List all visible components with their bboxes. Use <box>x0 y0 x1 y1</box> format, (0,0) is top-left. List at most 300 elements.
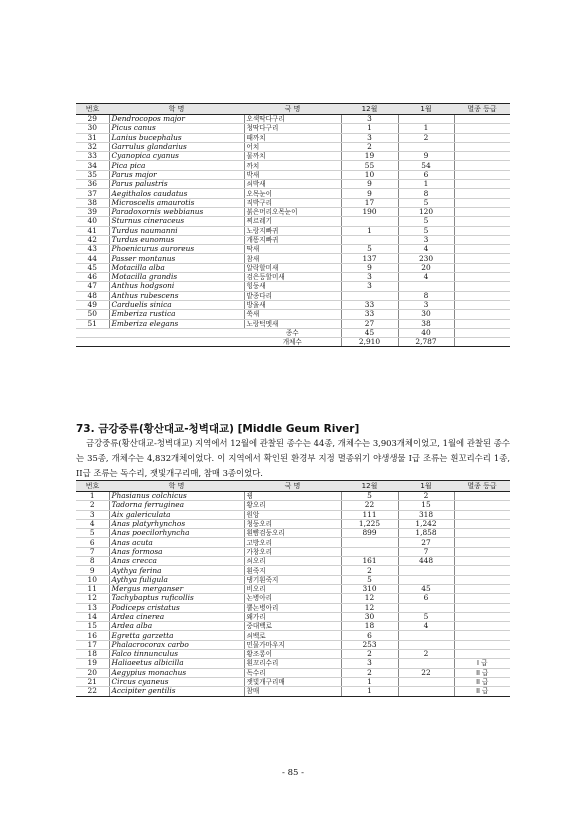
row-number: 21 <box>76 677 109 686</box>
row-number: 50 <box>76 310 109 319</box>
endangered-grade: II 급 <box>454 668 510 677</box>
scientific-name: Anas platyrhynchos <box>109 519 244 528</box>
january-count: 8 <box>398 189 454 198</box>
january-count: 4 <box>398 622 454 631</box>
december-count: 253 <box>341 640 398 649</box>
endangered-grade <box>454 547 510 556</box>
scientific-name: Phoenicurus auroreus <box>109 245 244 254</box>
endangered-grade <box>454 245 510 254</box>
korean-name: 어치 <box>244 142 341 151</box>
endangered-grade <box>454 612 510 621</box>
individual-count-dec: 2,910 <box>341 338 398 347</box>
row-number: 12 <box>76 594 109 603</box>
december-count: 310 <box>341 584 398 593</box>
december-count: 17 <box>341 198 398 207</box>
row-number: 16 <box>76 631 109 640</box>
table-row <box>76 547 510 556</box>
korean-name: 붉은머리오목눈이 <box>244 207 341 216</box>
row-number: 34 <box>76 161 109 170</box>
january-count <box>398 659 454 668</box>
january-count: 9 <box>398 152 454 161</box>
row-number: 45 <box>76 263 109 272</box>
scientific-name: Microscelis amaurotis <box>109 198 244 207</box>
december-count: 899 <box>341 529 398 538</box>
scientific-name: Tadorna ferruginea <box>109 501 244 510</box>
december-count: 3 <box>341 115 398 124</box>
scientific-name: Podiceps cristatus <box>109 603 244 612</box>
col-header-grade: 멸종 등급 <box>454 481 510 492</box>
endangered-grade <box>454 142 510 151</box>
december-count: 3 <box>341 273 398 282</box>
col-header-scientific-name: 학 명 <box>109 481 244 492</box>
table-row <box>76 640 510 649</box>
row-number: 7 <box>76 547 109 556</box>
january-count <box>398 282 454 291</box>
table-row <box>76 291 510 300</box>
december-count: 9 <box>341 180 398 189</box>
korean-name: 검은등할미새 <box>244 273 341 282</box>
scientific-name: Phalacrocorax carbo <box>109 640 244 649</box>
scientific-name: Motacilla alba <box>109 263 244 272</box>
scientific-name: Aegithalos caudatus <box>109 189 244 198</box>
december-count <box>341 538 398 547</box>
january-count: 5 <box>398 198 454 207</box>
row-number: 37 <box>76 189 109 198</box>
endangered-grade <box>454 115 510 124</box>
december-count <box>341 217 398 226</box>
korean-name: 비오리 <box>244 584 341 593</box>
december-count: 1 <box>341 226 398 235</box>
table-row <box>76 650 510 659</box>
korean-name: 딱새 <box>244 245 341 254</box>
scientific-name: Ardea cinerea <box>109 612 244 621</box>
january-count <box>398 142 454 151</box>
december-count: 111 <box>341 510 398 519</box>
section-paragraph: 금강중류(황산대교-청벽대교) 지역에서 12월에 관찰된 종수는 44종, 개체수는 3,903개체이었고, 1월에 관찰된 종수는 35종, 개체수는 4,832개체이었다. 이 지역에서 확인된 환경부 지정 멸종위기 야생생물 I급 조류는 흰꼬리수리 1종, II급 조류는 독수리, 잿빛개구리매, 참매 3종이었다. <box>76 438 510 478</box>
blank-cell <box>109 328 244 337</box>
table-row <box>76 668 510 677</box>
row-number: 35 <box>76 170 109 179</box>
endangered-grade <box>454 291 510 300</box>
scientific-name: Carduelis sinica <box>109 300 244 309</box>
january-count: 20 <box>398 263 454 272</box>
species-total-row <box>76 328 510 337</box>
january-count <box>398 115 454 124</box>
january-count: 6 <box>398 170 454 179</box>
january-count: 7 <box>398 547 454 556</box>
table-row <box>76 622 510 631</box>
december-count: 1 <box>341 677 398 686</box>
table-row <box>76 217 510 226</box>
january-count: 4 <box>398 273 454 282</box>
table-row <box>76 263 510 272</box>
january-count: 15 <box>398 501 454 510</box>
endangered-grade <box>454 254 510 263</box>
species-table-2 <box>76 480 510 697</box>
table-row <box>76 612 510 621</box>
korean-name: 찌르레기 <box>244 217 341 226</box>
december-count: 3 <box>341 282 398 291</box>
december-count: 9 <box>341 263 398 272</box>
december-count: 10 <box>341 170 398 179</box>
january-count: 5 <box>398 226 454 235</box>
korean-name: 독수리 <box>244 668 341 677</box>
december-count: 33 <box>341 300 398 309</box>
january-count: 6 <box>398 594 454 603</box>
scientific-name: Phasianus colchicus <box>109 492 244 501</box>
table-row <box>76 124 510 133</box>
endangered-grade <box>454 189 510 198</box>
january-count <box>398 640 454 649</box>
row-number: 3 <box>76 510 109 519</box>
row-number: 1 <box>76 492 109 501</box>
row-number: 47 <box>76 282 109 291</box>
row-number: 32 <box>76 142 109 151</box>
december-count <box>341 547 398 556</box>
december-count: 161 <box>341 557 398 566</box>
korean-name: 물까치 <box>244 152 341 161</box>
endangered-grade: I 급 <box>454 659 510 668</box>
korean-name: 오색딱다구리 <box>244 115 341 124</box>
table-row <box>76 594 510 603</box>
korean-name: 참매 <box>244 687 341 696</box>
table-row <box>76 245 510 254</box>
col-header-december: 12월 <box>341 104 398 115</box>
korean-name: 흰죽지 <box>244 566 341 575</box>
blank-cell <box>454 338 510 347</box>
december-count <box>341 235 398 244</box>
scientific-name: Anas formosa <box>109 547 244 556</box>
korean-name: 중대백로 <box>244 622 341 631</box>
december-count: 12 <box>341 603 398 612</box>
row-number: 4 <box>76 519 109 528</box>
scientific-name: Anthus hodgsoni <box>109 282 244 291</box>
december-count: 19 <box>341 152 398 161</box>
species-table-1 <box>76 103 510 347</box>
row-number: 8 <box>76 557 109 566</box>
row-number: 36 <box>76 180 109 189</box>
table-row <box>76 161 510 170</box>
table-row <box>76 310 510 319</box>
row-number: 51 <box>76 319 109 328</box>
row-number: 20 <box>76 668 109 677</box>
endangered-grade <box>454 152 510 161</box>
row-number: 30 <box>76 124 109 133</box>
january-count: 1,242 <box>398 519 454 528</box>
korean-name: 노랑지빠귀 <box>244 226 341 235</box>
scientific-name: Cyanopica cyanus <box>109 152 244 161</box>
table-body <box>76 115 510 329</box>
endangered-grade <box>454 273 510 282</box>
korean-name: 청딱다구리 <box>244 124 341 133</box>
scientific-name: Anas poecilorhyncha <box>109 529 244 538</box>
table-row <box>76 603 510 612</box>
scientific-name: Turdus eunomus <box>109 235 244 244</box>
january-count <box>398 603 454 612</box>
table-header-row <box>76 481 510 492</box>
table-row <box>76 319 510 328</box>
january-count: 2 <box>398 492 454 501</box>
table-row <box>76 189 510 198</box>
korean-name: 뿔논병아리 <box>244 603 341 612</box>
endangered-grade <box>454 263 510 272</box>
row-number: 6 <box>76 538 109 547</box>
december-count: 1 <box>341 124 398 133</box>
endangered-grade <box>454 226 510 235</box>
january-count: 2 <box>398 133 454 142</box>
january-count: 45 <box>398 584 454 593</box>
table-row <box>76 254 510 263</box>
endangered-grade <box>454 235 510 244</box>
scientific-name: Pica pica <box>109 161 244 170</box>
december-count: 2 <box>341 668 398 677</box>
section-title: 73. 금강중류(황산대교-청벽대교) [Middle Geum River] <box>76 423 360 435</box>
table-row <box>76 282 510 291</box>
table-row <box>76 142 510 151</box>
december-count: 1,225 <box>341 519 398 528</box>
endangered-grade <box>454 300 510 309</box>
scientific-name: Anas acuta <box>109 538 244 547</box>
january-count: 38 <box>398 319 454 328</box>
table-row <box>76 180 510 189</box>
korean-name: 노랑턱멧새 <box>244 319 341 328</box>
korean-name: 쑥새 <box>244 310 341 319</box>
january-count: 22 <box>398 668 454 677</box>
table-row <box>76 584 510 593</box>
row-number: 19 <box>76 659 109 668</box>
row-number: 40 <box>76 217 109 226</box>
endangered-grade <box>454 207 510 216</box>
january-count: 230 <box>398 254 454 263</box>
row-number: 10 <box>76 575 109 584</box>
table-row <box>76 207 510 216</box>
row-number: 15 <box>76 622 109 631</box>
page-number: - 85 - <box>282 768 304 778</box>
january-count <box>398 687 454 696</box>
january-count: 2 <box>398 650 454 659</box>
blank-cell <box>109 338 244 347</box>
row-number: 9 <box>76 566 109 575</box>
row-number: 17 <box>76 640 109 649</box>
scientific-name: Aix galericulata <box>109 510 244 519</box>
table-row <box>76 226 510 235</box>
endangered-grade <box>454 217 510 226</box>
january-count: 30 <box>398 310 454 319</box>
scientific-name: Ardea alba <box>109 622 244 631</box>
individual-count-label: 개체수 <box>244 338 341 347</box>
row-number: 18 <box>76 650 109 659</box>
december-count: 30 <box>341 612 398 621</box>
col-header-grade: 멸종 등급 <box>454 104 510 115</box>
scientific-name: Motacilla grandis <box>109 273 244 282</box>
december-count: 27 <box>341 319 398 328</box>
endangered-grade <box>454 603 510 612</box>
endangered-grade <box>454 170 510 179</box>
endangered-grade <box>454 310 510 319</box>
table-body <box>76 492 510 697</box>
table-row <box>76 529 510 538</box>
species-count-jan: 40 <box>398 328 454 337</box>
col-header-scientific-name: 학 명 <box>109 104 244 115</box>
january-count: 54 <box>398 161 454 170</box>
row-number: 48 <box>76 291 109 300</box>
endangered-grade <box>454 566 510 575</box>
december-count: 3 <box>341 133 398 142</box>
korean-name: 오목눈이 <box>244 189 341 198</box>
species-count-dec: 45 <box>341 328 398 337</box>
scientific-name: Tachybaptus ruficollis <box>109 594 244 603</box>
table-row <box>76 510 510 519</box>
december-count: 1 <box>341 687 398 696</box>
january-count: 448 <box>398 557 454 566</box>
december-count: 2 <box>341 142 398 151</box>
endangered-grade <box>454 319 510 328</box>
scientific-name: Emberiza elegans <box>109 319 244 328</box>
scientific-name: Passer montanus <box>109 254 244 263</box>
scientific-name: Egretta garzetta <box>109 631 244 640</box>
korean-name: 방울새 <box>244 300 341 309</box>
korean-name: 밭종다리 <box>244 291 341 300</box>
endangered-grade <box>454 124 510 133</box>
scientific-name: Haliaeetus albicilla <box>109 659 244 668</box>
january-count: 120 <box>398 207 454 216</box>
scientific-name: Aythya ferina <box>109 566 244 575</box>
january-count: 5 <box>398 217 454 226</box>
korean-name: 흰꼬리수리 <box>244 659 341 668</box>
col-header-no: 번호 <box>76 104 109 115</box>
korean-name: 청둥오리 <box>244 519 341 528</box>
scientific-name: Anthus rubescens <box>109 291 244 300</box>
december-count: 9 <box>341 189 398 198</box>
january-count: 8 <box>398 291 454 300</box>
row-number: 13 <box>76 603 109 612</box>
col-header-korean-name: 국 명 <box>244 104 341 115</box>
endangered-grade <box>454 198 510 207</box>
january-count: 5 <box>398 612 454 621</box>
col-header-december: 12월 <box>341 481 398 492</box>
endangered-grade <box>454 640 510 649</box>
december-count: 18 <box>341 622 398 631</box>
blank-cell <box>76 328 109 337</box>
table-row <box>76 631 510 640</box>
scientific-name: Turdus naumanni <box>109 226 244 235</box>
individual-count-jan: 2,787 <box>398 338 454 347</box>
table-row <box>76 557 510 566</box>
korean-name: 직박구리 <box>244 198 341 207</box>
endangered-grade <box>454 529 510 538</box>
korean-name: 참새 <box>244 254 341 263</box>
table-row <box>76 198 510 207</box>
korean-name: 까치 <box>244 161 341 170</box>
korean-name: 쇠오리 <box>244 557 341 566</box>
table-header-row <box>76 104 510 115</box>
korean-name: 알락할미새 <box>244 263 341 272</box>
december-count: 5 <box>341 575 398 584</box>
scientific-name: Aythya fuligula <box>109 575 244 584</box>
endangered-grade <box>454 594 510 603</box>
korean-name: 댕기흰죽지 <box>244 575 341 584</box>
december-count: 190 <box>341 207 398 216</box>
december-count: 33 <box>341 310 398 319</box>
endangered-grade <box>454 161 510 170</box>
korean-name: 왜가리 <box>244 612 341 621</box>
table-row <box>76 519 510 528</box>
korean-name: 흰뺨검둥오리 <box>244 529 341 538</box>
table-row <box>76 575 510 584</box>
table-row <box>76 501 510 510</box>
scientific-name: Parus major <box>109 170 244 179</box>
december-count: 6 <box>341 631 398 640</box>
korean-name: 꿩 <box>244 492 341 501</box>
endangered-grade <box>454 492 510 501</box>
table-row <box>76 659 510 668</box>
row-number: 39 <box>76 207 109 216</box>
korean-name: 힝둥새 <box>244 282 341 291</box>
scientific-name: Aegypius monachus <box>109 668 244 677</box>
endangered-grade <box>454 519 510 528</box>
col-header-korean-name: 국 명 <box>244 481 341 492</box>
endangered-grade: II 급 <box>454 687 510 696</box>
scientific-name: Garrulus glandarius <box>109 142 244 151</box>
col-header-no: 번호 <box>76 481 109 492</box>
row-number: 44 <box>76 254 109 263</box>
table-row <box>76 492 510 501</box>
row-number: 2 <box>76 501 109 510</box>
endangered-grade <box>454 133 510 142</box>
january-count <box>398 631 454 640</box>
table-row <box>76 235 510 244</box>
row-number: 14 <box>76 612 109 621</box>
endangered-grade <box>454 575 510 584</box>
table-row <box>76 170 510 179</box>
korean-name: 논병아리 <box>244 594 341 603</box>
individual-total-row <box>76 338 510 347</box>
december-count: 12 <box>341 594 398 603</box>
scientific-name: Emberiza rustica <box>109 310 244 319</box>
row-number: 29 <box>76 115 109 124</box>
endangered-grade <box>454 282 510 291</box>
january-count <box>398 566 454 575</box>
december-count: 5 <box>341 245 398 254</box>
table-row <box>76 115 510 124</box>
january-count: 1 <box>398 180 454 189</box>
row-number: 43 <box>76 245 109 254</box>
endangered-grade <box>454 538 510 547</box>
endangered-grade <box>454 584 510 593</box>
korean-name: 원앙 <box>244 510 341 519</box>
december-count: 2 <box>341 566 398 575</box>
table-row <box>76 687 510 696</box>
table-row <box>76 152 510 161</box>
korean-name: 민물가마우지 <box>244 640 341 649</box>
scientific-name: Paradoxornis webbianus <box>109 207 244 216</box>
row-number: 46 <box>76 273 109 282</box>
species-count-label: 종수 <box>244 328 341 337</box>
row-number: 49 <box>76 300 109 309</box>
scientific-name: Anas crecca <box>109 557 244 566</box>
blank-cell <box>454 328 510 337</box>
table-row <box>76 566 510 575</box>
row-number: 38 <box>76 198 109 207</box>
scientific-name: Sturnus cineraceus <box>109 217 244 226</box>
endangered-grade <box>454 650 510 659</box>
scientific-name: Mergus merganser <box>109 584 244 593</box>
january-count: 318 <box>398 510 454 519</box>
january-count: 1,858 <box>398 529 454 538</box>
korean-name: 황오리 <box>244 501 341 510</box>
korean-name: 개똥지빠귀 <box>244 235 341 244</box>
scientific-name: Dendrocopos major <box>109 115 244 124</box>
